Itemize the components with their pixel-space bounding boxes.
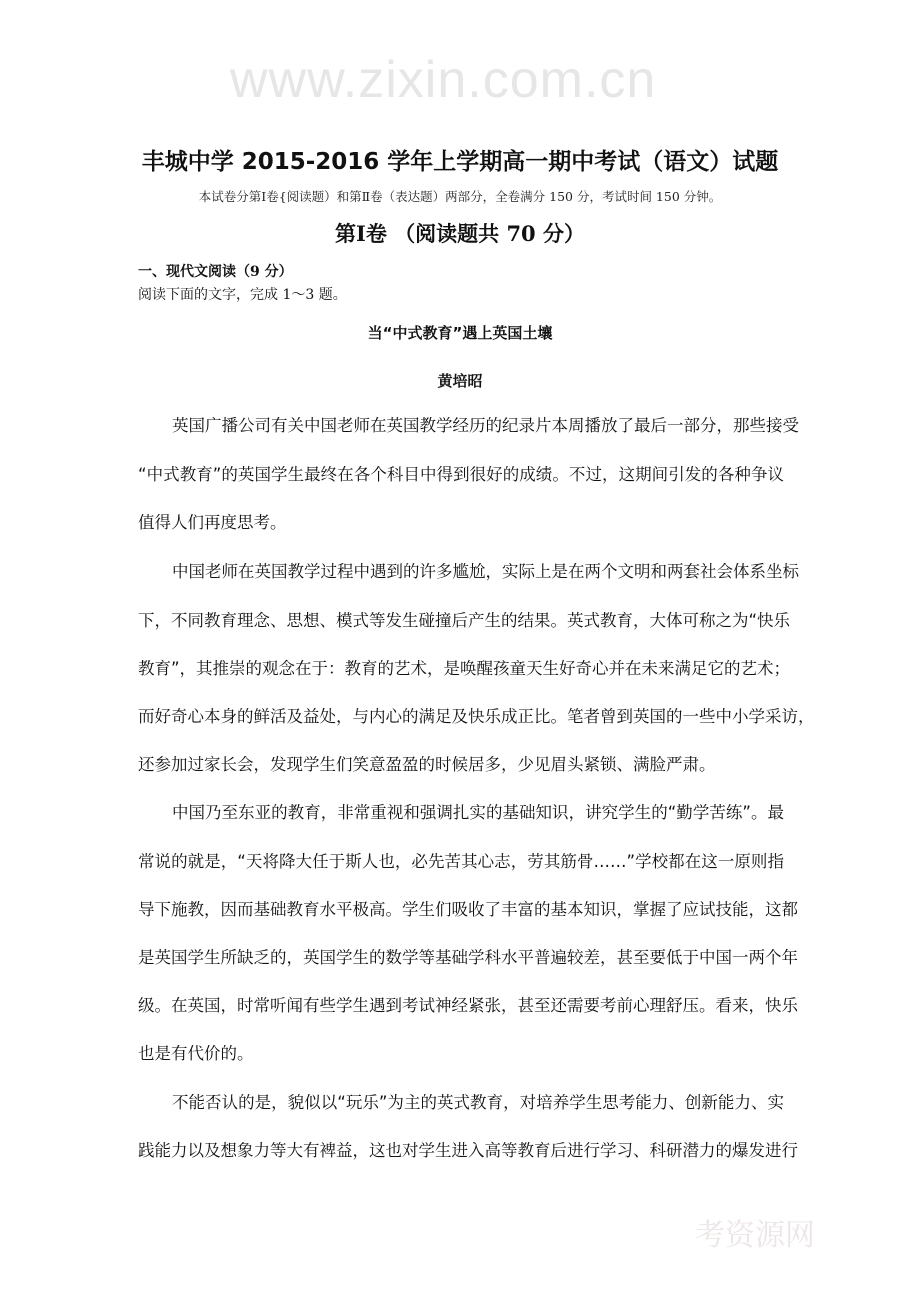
exam-subtitle: 本试卷分第Ⅰ卷{阅读题）和第Ⅱ卷（表达题）两部分，全卷满分 150 分，考试时间 150 分钟。 xyxy=(198,189,722,204)
watermark-side: 考资源网 xyxy=(695,1218,815,1253)
article-line: 教育”，其推崇的观念在于：教育的艺术，是唤醒孩童天生好奇心并在未来满足它的艺术； xyxy=(138,659,791,678)
article-line: 级。在英国，时常听闻有些学生遇到考试神经紧张，甚至还需要考前心理舒压。看来，快乐 xyxy=(138,996,798,1015)
section-instruction: 阅读下面的文字，完成 1～3 题。 xyxy=(138,287,347,303)
article-line: 也是有代价的。 xyxy=(138,1044,254,1063)
article-line: 下，不同教育理念、思想、模式等发生碰撞后产生的结果。英式教育，大体可称之为“快乐 xyxy=(138,611,791,630)
article-line: 践能力以及想象力等大有裨益，这也对学生进入高等教育后进行学习、科研潜力的爆发进行 xyxy=(138,1141,798,1160)
article-line: 还参加过家长会，发现学生们笑意盈盈的时候居多，少见眉头紧锁、满脸严肃。 xyxy=(138,755,716,774)
watermark-site: www.zixin.com.cn xyxy=(230,51,657,109)
exam-title: 丰城中学 2015-2016 学年上学期高一期中考试（语文）试题 xyxy=(141,149,779,175)
part-heading: 第Ⅰ卷 （阅读题共 70 分） xyxy=(335,221,585,246)
article-line: 中国乃至东亚的教育，非常重视和强调扎实的基础知识，讲究学生的“勤学苦练”。最 xyxy=(172,803,784,822)
article-title: 当“中式教育”遇上英国土壤 xyxy=(367,324,553,342)
article-author: 黄培昭 xyxy=(437,372,483,390)
article-line: 值得人们再度思考。 xyxy=(138,513,287,532)
article-line: 英国广播公司有关中国老师在英国教学经历的纪录片本周播放了最后一部分，那些接受 xyxy=(172,416,799,435)
article-line: 不能否认的是，貌似以“玩乐”为主的英式教育，对培养学生思考能力、创新能力、实 xyxy=(172,1093,784,1112)
article-line: 导下施教，因而基础教育水平极高。学生们吸收了丰富的基本知识，掌握了应试技能，这都 xyxy=(138,900,798,919)
article-line: 常说的就是，“天将降大任于斯人也，必先苦其心志，劳其筋骨……”学校都在这一原则指 xyxy=(138,852,784,871)
article-line: 中国老师在英国教学过程中遇到的许多尴尬，实际上是在两个文明和两套社会体系坐标 xyxy=(172,562,799,581)
article-line: “中式教育”的英国学生最终在各个科目中得到很好的成绩。不过，这期间引发的各种争议 xyxy=(138,465,784,484)
article-line: 是英国学生所缺乏的，英国学生的数学等基础学科水平普遍较差，甚至要低于中国一两个年 xyxy=(138,948,798,967)
article-line: 而好奇心本身的鲜活及益处，与内心的满足及快乐成正比。笔者曾到英国的一些中小学采访， xyxy=(138,707,815,726)
section-heading: 一、现代文阅读（9 分） xyxy=(138,264,293,280)
